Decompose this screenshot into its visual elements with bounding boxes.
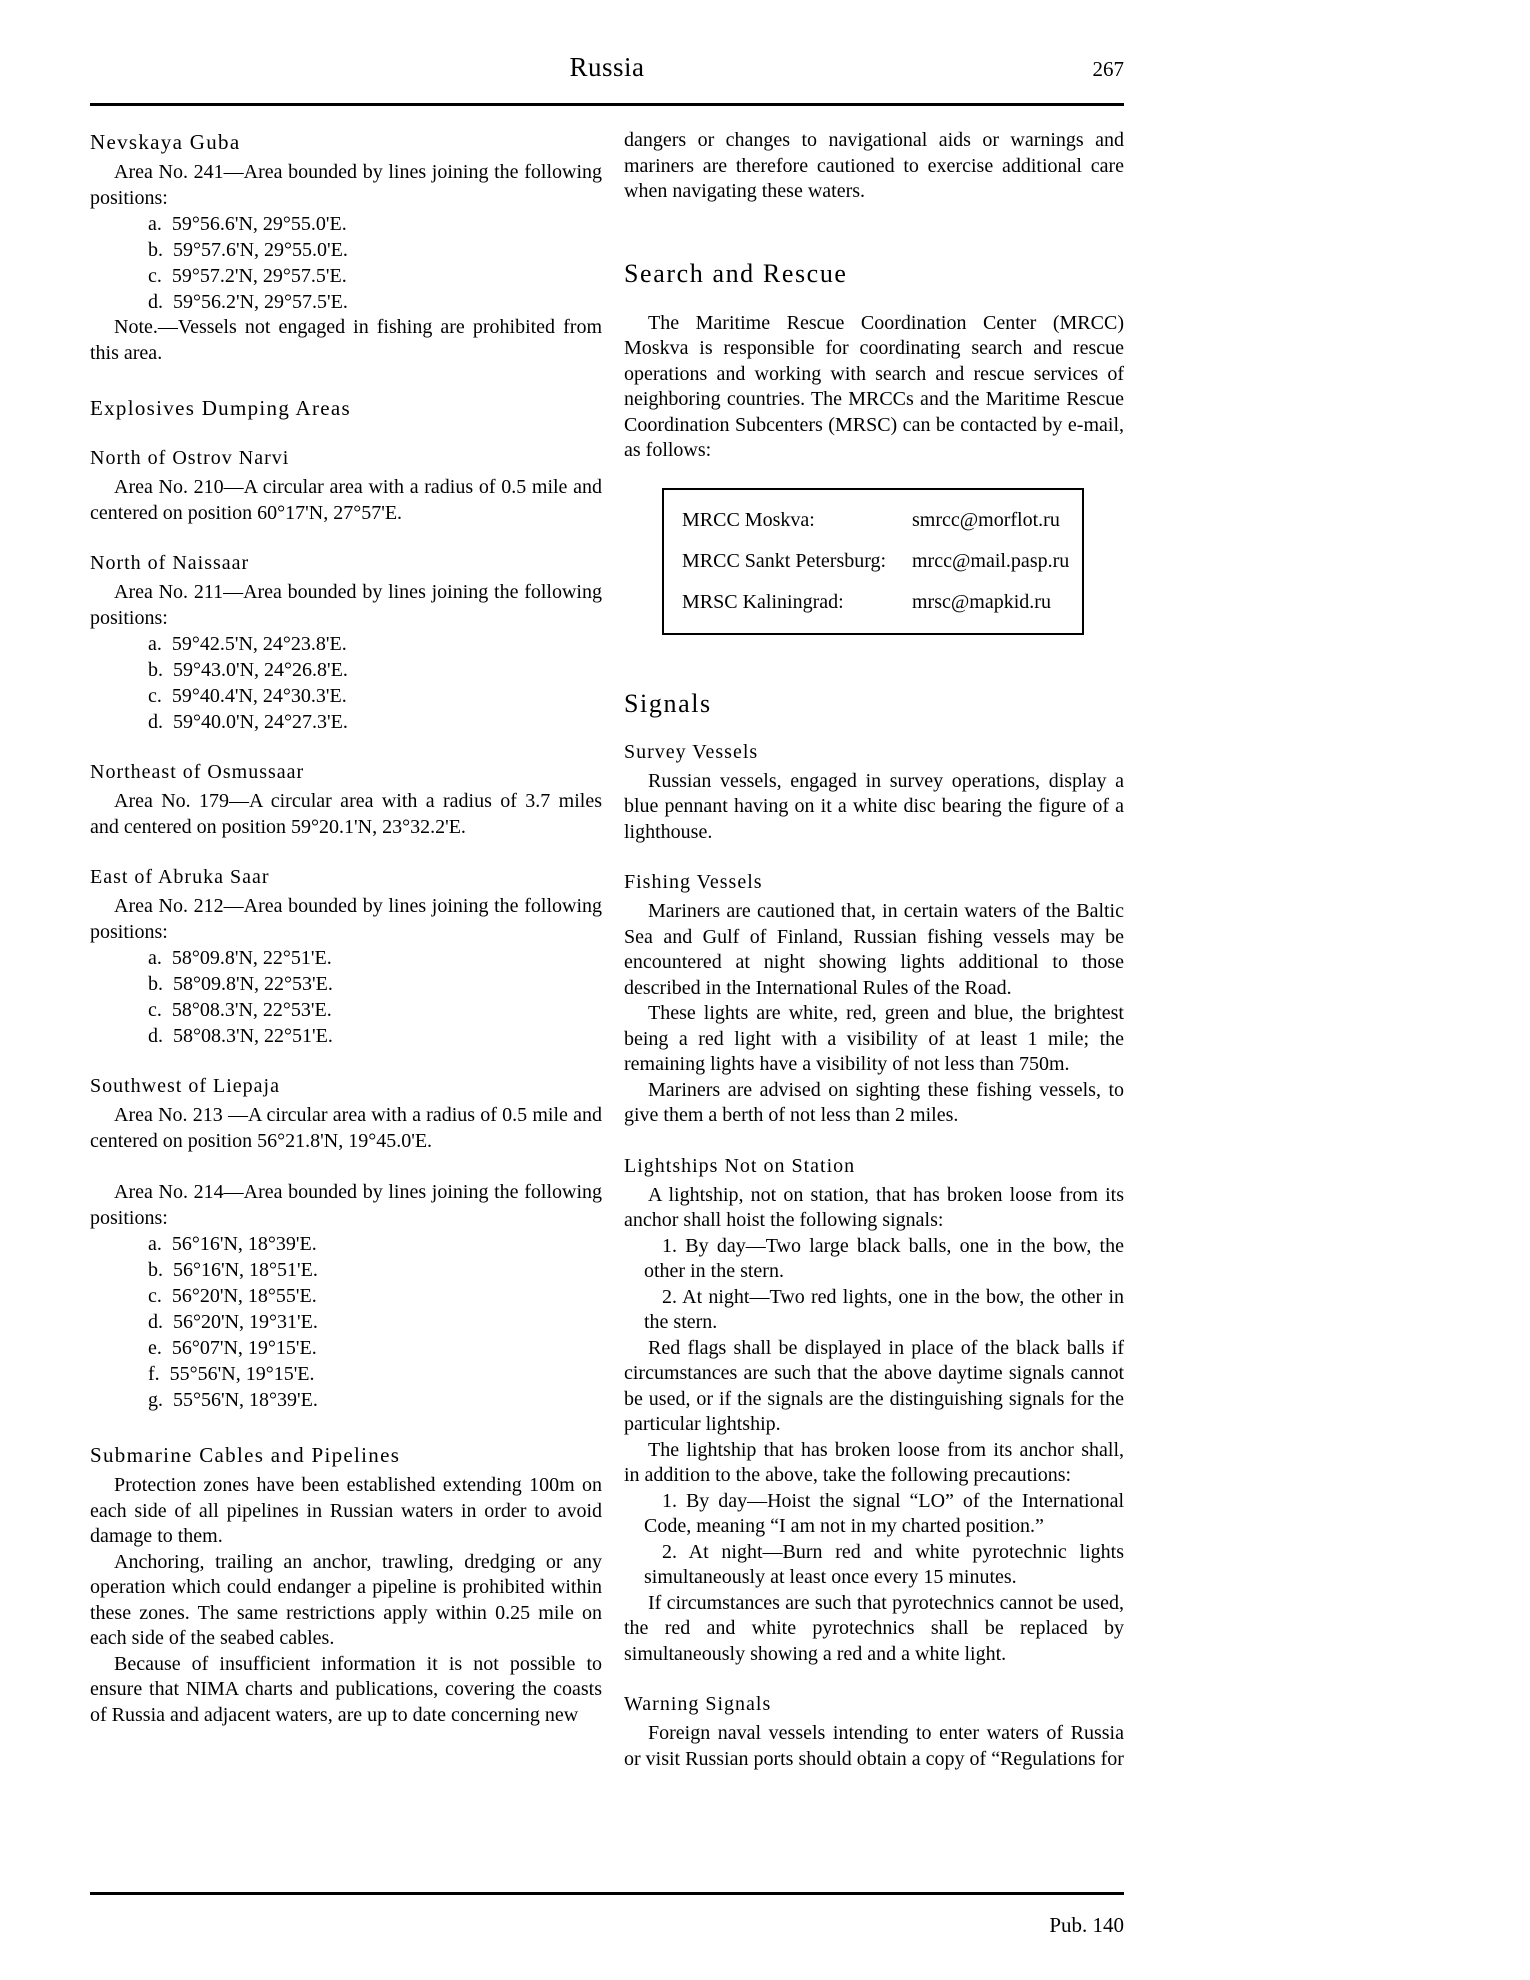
- paragraph-nima-charts: Because of insufficient information it is not possible to ensure that NIMA charts and publications, covering the coasts of Russia and adjacent waters, are up to date concerning new: [90, 1652, 602, 1726]
- heading-north-of-naissaar: North of Naissaar: [90, 552, 250, 574]
- contact-row: [682, 582, 1064, 623]
- two-column-layout: [90, 128, 1124, 1772]
- position-item: d. 56°20'N, 19°31'E.: [148, 1311, 318, 1333]
- paragraph-lightship-pyrotechnics: If circumstances are such that pyrotechnics cannot be used, the red and white pyrotechnics shall be replaced by simultaneously showing a red and a white light.: [624, 1591, 1124, 1665]
- page-content: [90, 52, 1124, 1772]
- position-list-area-212: [148, 945, 602, 1049]
- paragraph-lightship-precautions: The lightship that has broken loose from its anchor shall, in addition to the above, take the following precautions:: [624, 1438, 1124, 1486]
- heading-nevskaya-guba: Nevskaya Guba: [90, 130, 241, 154]
- contact-label: MRCC Moskva:: [682, 508, 815, 531]
- position-item: e. 56°07'N, 19°15'E.: [148, 1337, 317, 1359]
- page-footer: [90, 1892, 1124, 1938]
- publication-number: Pub. 140: [1049, 1913, 1124, 1937]
- paragraph-area-213: Area No. 213 —A circular area with a radius of 0.5 mile and centered on position 56°21.8'N, 19°45.0'E.: [90, 1104, 602, 1152]
- position-item: c. 59°57.2'N, 29°57.5'E.: [148, 265, 347, 287]
- position-item: d. 58°08.3'N, 22°51'E.: [148, 1025, 333, 1047]
- position-item: f. 55°56'N, 19°15'E.: [148, 1363, 315, 1385]
- contact-email: mrsc@mapkid.ru: [912, 590, 1051, 613]
- paragraph-area-210: Area No. 210—A circular area with a radius of 0.5 mile and centered on position 60°17'N, 27°57'E.: [90, 476, 602, 524]
- heading-fishing-vessels: Fishing Vessels: [624, 871, 763, 893]
- position-item: a. 56°16'N, 18°39'E.: [148, 1233, 317, 1255]
- position-list-area-211: [148, 631, 602, 735]
- paragraph-fishing-2: These lights are white, red, green and blue, the brightest being a red light with a visibility of at least 1 mile; the remaining lights have a visibility of not less than 750m.: [624, 1002, 1124, 1075]
- position-item: b. 58°09.8'N, 22°53'E.: [148, 973, 333, 995]
- heading-lightships-not-on-station: Lightships Not on Station: [624, 1154, 856, 1177]
- paragraph-warning-signals: Foreign naval vessels intending to enter waters of Russia or visit Russian ports should obtain a copy of “Regulations for: [624, 1722, 1124, 1770]
- position-item: b. 59°43.0'N, 24°26.8'E.: [148, 659, 348, 681]
- footer-rule: [90, 1892, 1124, 1895]
- paragraph-lightship-day-signal: 1. By day—Two large black balls, one in the bow, the other in the stern.: [644, 1234, 1124, 1282]
- paragraph-area-214: Area No. 214—Area bounded by lines joining the following positions:: [90, 1181, 602, 1229]
- paragraph-protection-zones: Protection zones have been established extending 100m on each side of all pipelines in Russian waters in order to avoid damage to them.: [90, 1474, 602, 1547]
- position-item: c. 58°08.3'N, 22°53'E.: [148, 999, 332, 1021]
- paragraph-lightship-night-precaution: 2. At night—Burn red and white pyrotechnic lights simultaneously at least once every 15 minutes.: [644, 1540, 1124, 1588]
- heading-submarine-cables-and-pipelines: Submarine Cables and Pipelines: [90, 1443, 401, 1467]
- position-item: c. 59°40.4'N, 24°30.3'E.: [148, 685, 347, 707]
- position-list-area-241: [148, 211, 602, 315]
- paragraph-fishing-1: Mariners are cautioned that, in certain waters of the Baltic Sea and Gulf of Finland, Russian fishing vessels may be encountered at night showing lights additional to those described in the International Rules of the Road.: [624, 900, 1124, 999]
- contact-email: mrcc@mail.pasp.ru: [912, 549, 1070, 572]
- paragraph-area-211: Area No. 211—Area bounded by lines joining the following positions:: [90, 581, 602, 629]
- heading-warning-signals: Warning Signals: [624, 1693, 772, 1715]
- note-paragraph: Note.—Vessels not engaged in fishing are prohibited from this area.: [90, 316, 602, 364]
- heading-northeast-of-osmussaar: Northeast of Osmussaar: [90, 761, 305, 783]
- contact-row: [682, 541, 1070, 582]
- heading-east-of-abruka-saar: East of Abruka Saar: [90, 866, 270, 888]
- page-title: Russia: [569, 52, 645, 82]
- contact-label: MRSC Kaliningrad:: [682, 590, 844, 613]
- paragraph-lightship-red-flags: Red flags shall be displayed in place of the black balls if circumstances are such that the above daytime signals cannot be used, or if the signals are the distinguishing signals for the particular lightship.: [624, 1336, 1124, 1435]
- heading-survey-vessels: Survey Vessels: [624, 740, 759, 763]
- paragraph-area-179: Area No. 179—A circular area with a radius of 3.7 miles and centered on position 59°20.1'N, 23°32.2'E.: [90, 790, 602, 838]
- position-item: d. 59°40.0'N, 24°27.3'E.: [148, 711, 348, 733]
- paragraph-continuation: dangers or changes to navigational aids or warnings and mariners are therefore cautioned to exercise additional care when navigating these waters.: [624, 129, 1124, 202]
- mrcc-contact-table: [662, 488, 1084, 635]
- position-item: a. 59°56.6'N, 29°55.0'E.: [148, 213, 347, 235]
- position-item: a. 59°42.5'N, 24°23.8'E.: [148, 633, 347, 655]
- paragraph-lightship-day-precaution: 1. By day—Hoist the signal “LO” of the International Code, meaning “I am not in my charted position.”: [644, 1489, 1124, 1537]
- position-item: c. 56°20'N, 18°55'E.: [148, 1285, 317, 1307]
- paragraph-lightship-night-signal: 2. At night—Two red lights, one in the bow, the other in the stern.: [644, 1285, 1124, 1333]
- paragraph-area-212: Area No. 212—Area bounded by lines joining the following positions:: [90, 895, 602, 943]
- position-item: g. 55°56'N, 18°39'E.: [148, 1389, 318, 1411]
- contact-row: [682, 500, 1064, 541]
- heading-explosives-dumping-areas: Explosives Dumping Areas: [90, 396, 352, 420]
- paragraph-area-241: Area No. 241—Area bounded by lines joining the following positions:: [90, 161, 602, 209]
- heading-north-of-ostrov-narvi: North of Ostrov Narvi: [90, 447, 290, 469]
- left-column: [90, 128, 602, 1772]
- page-header: [90, 52, 1124, 96]
- position-item: b. 56°16'N, 18°51'E.: [148, 1259, 318, 1281]
- heading-search-and-rescue: Search and Rescue: [624, 258, 848, 288]
- contact-email: smrcc@morflot.ru: [912, 508, 1060, 531]
- paragraph-lightship-intro: A lightship, not on station, that has broken loose from its anchor shall hoist the following signals:: [624, 1183, 1124, 1231]
- right-column: [624, 128, 1124, 1772]
- heading-signals: Signals: [624, 688, 712, 718]
- paragraph-fishing-3: Mariners are advised on sighting these fishing vessels, to give them a berth of not less than 2 miles.: [624, 1078, 1124, 1126]
- contact-label: MRCC Sankt Petersburg:: [682, 549, 887, 572]
- header-rule: [90, 103, 1124, 106]
- position-item: a. 58°09.8'N, 22°51'E.: [148, 947, 332, 969]
- position-list-area-214: [148, 1231, 602, 1413]
- position-item: b. 59°57.6'N, 29°55.0'E.: [148, 239, 348, 261]
- position-item: d. 59°56.2'N, 29°57.5'E.: [148, 291, 348, 313]
- paragraph-mrcc: The Maritime Rescue Coordination Center (MRCC) Moskva is responsible for coordinating search and rescue operations and working with search and rescue services of neighboring countries. The MRCCs and the Maritime Rescue Coordination Subcenters (MRSC) can be contacted by e-mail, as follows:: [624, 311, 1124, 461]
- paragraph-survey-vessels: Russian vessels, engaged in survey operations, display a blue pennant having on it a white disc bearing the figure of a lighthouse.: [624, 769, 1124, 843]
- paragraph-anchoring: Anchoring, trailing an anchor, trawling, dredging or any operation which could endanger a pipeline is prohibited within these zones. The same restrictions apply within 0.25 mile on each side of the seabed cables.: [90, 1550, 602, 1649]
- page-number: 267: [1092, 57, 1124, 81]
- heading-southwest-of-liepaja: Southwest of Liepaja: [90, 1075, 280, 1097]
